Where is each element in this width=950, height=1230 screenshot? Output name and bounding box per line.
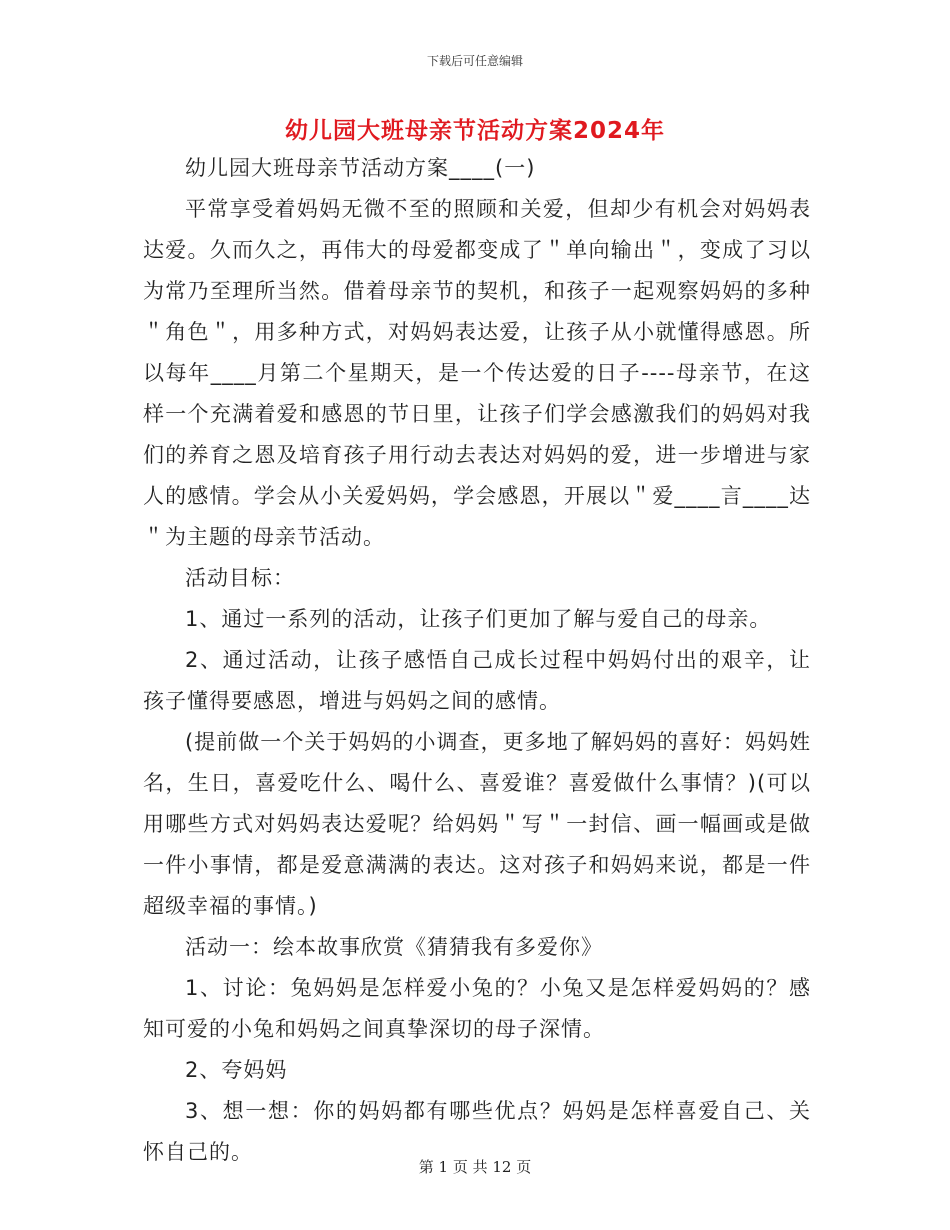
paragraph-subtitle: 幼儿园大班母亲节活动方案____(一) (185, 156, 536, 180)
paragraph-think: 3、想一想：你的妈妈都有哪些优点？妈妈是怎样喜爱自己、关怀自己的。 (143, 1099, 811, 1164)
header-note: 下载后可任意编辑 (426, 54, 523, 68)
paragraph-goals-heading: 活动目标： (185, 566, 295, 590)
paragraph-discussion: 1、讨论：兔妈妈是怎样爱小兔的？小兔又是怎样爱妈妈的？感知可爱的小兔和妈妈之间真挚深切的母子深情。 (143, 976, 811, 1041)
paragraph-activity-1-heading: 活动一：绘本故事欣赏《猜猜我有多爱你》 (185, 935, 603, 959)
paragraph-intro: 平常享受着妈妈无微不至的照顾和关爱，但却少有机会对妈妈表达爱。久而久之，再伟大的母爱都变成了＂单向输出＂，变成了习以为常乃至理所当然。借着母亲节的契机，和孩子一起观察妈妈的多种＂角色＂，用多种方式，对妈妈表达爱，让孩子从小就懂得感恩。所以每年____月第二个星期天，是一个传达爱的日子----母亲节，在这样一个充满着爱和感恩的节日里，让孩子们学会感激我们的妈妈对我们的养育之恩及培育孩子用行动去表达对妈妈的爱，进一步增进与家人的感情。学会从小关爱妈妈，学会感恩，开展以＂爱____言____达＂为主题的母亲节活动。 (143, 197, 811, 549)
document-title: 幼儿园大班母亲节活动方案2024年 (284, 118, 665, 144)
paragraph-survey-note: (提前做一个关于妈妈的小调查，更多地了解妈妈的喜好：妈妈姓名，生日，喜爱吃什么、喝什么、喜爱谁？喜爱做什么事情？)(可以用哪些方式对妈妈表达爱呢？给妈妈＂写＂一封信、画一幅画或是做一件小事情，都是爱意满满的表达。这对孩子和妈妈来说，都是一件超级幸福的事情。) (143, 730, 811, 918)
paragraph-goal-1: 1、通过一系列的活动，让孩子们更加了解与爱自己的母亲。 (185, 607, 772, 631)
document-body (143, 148, 811, 1173)
paragraph-goal-2: 2、通过活动，让孩子感悟自己成长过程中妈妈付出的艰辛，让孩子懂得要感恩，增进与妈妈之间的感情。 (143, 648, 811, 713)
paragraph-praise-mom: 2、夸妈妈 (185, 1058, 288, 1082)
page-number: 第 1 页 共 12 页 (418, 1158, 532, 1176)
